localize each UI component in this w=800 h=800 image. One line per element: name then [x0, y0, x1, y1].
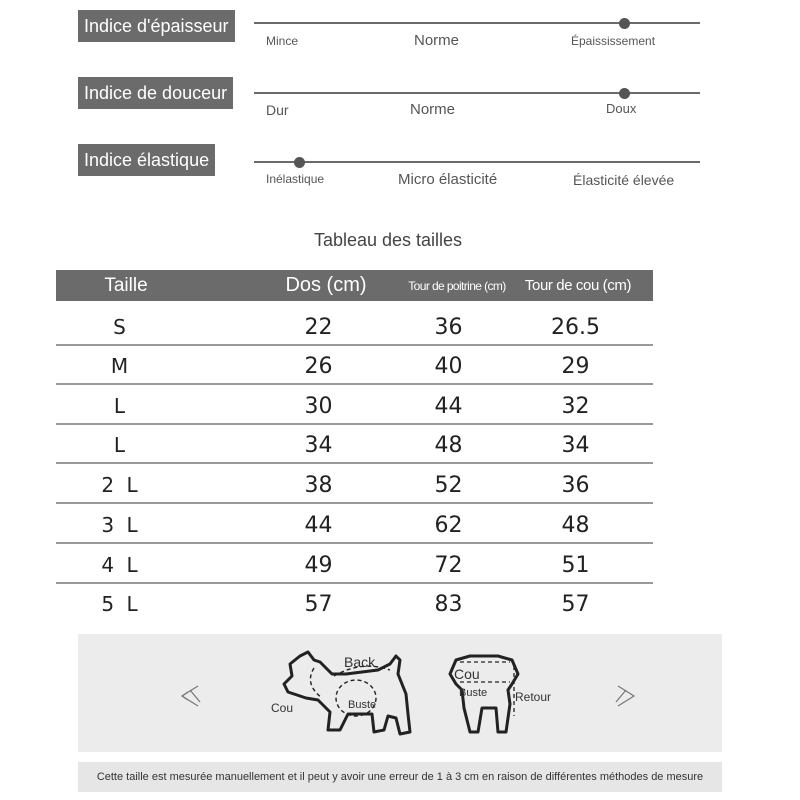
- measurement-diagram-svg: [78, 634, 722, 752]
- measurement-diagram: [78, 634, 722, 752]
- row-divider: [56, 502, 653, 504]
- table-row: [56, 426, 653, 464]
- right-arrow-icon: [616, 686, 634, 706]
- table-row: [56, 387, 653, 425]
- neck-cell: 26.5: [551, 314, 600, 340]
- softness-scale-mid: Norme: [410, 101, 456, 118]
- row-divider: [56, 383, 653, 385]
- row-divider: [56, 423, 653, 425]
- elasticity-scale-low: Inélastique: [266, 172, 325, 186]
- softness-scale-high: Doux: [606, 101, 637, 116]
- softness-index: [0, 74, 800, 134]
- size-cell: L: [113, 394, 129, 418]
- back-cell: 49: [304, 552, 333, 578]
- thickness-scale-low: Mince: [266, 34, 299, 48]
- shirt-neck-label: Cou: [454, 666, 480, 682]
- dog-neck-label: Cou: [271, 701, 294, 715]
- neck-cell: 32: [561, 393, 590, 419]
- thickness-index-label: Indice d'épaisseur: [78, 10, 235, 42]
- neck-cell: 29: [561, 353, 590, 379]
- back-cell: 26: [304, 353, 333, 379]
- back-cell: 57: [304, 591, 333, 617]
- header-back: Dos (cm): [285, 274, 367, 296]
- size-cell: 5 L: [101, 592, 141, 616]
- chest-cell: 44: [434, 393, 463, 419]
- row-divider: [56, 344, 653, 346]
- header-chest: Tour de poitrine (cm): [408, 278, 506, 293]
- neck-cell: 57: [561, 591, 590, 617]
- back-cell: 30: [304, 393, 333, 419]
- thickness-scale-line: [254, 22, 700, 24]
- chest-cell: 62: [434, 512, 463, 538]
- thickness-scale-mid: Norme: [414, 32, 460, 49]
- elasticity-scale-line: [254, 161, 700, 163]
- chest-cell: 36: [434, 314, 463, 340]
- elasticity-scale-dot: [294, 157, 305, 168]
- size-cell: S: [113, 315, 129, 339]
- row-divider: [56, 582, 653, 584]
- size-cell: M: [110, 354, 132, 378]
- size-cell: L: [113, 433, 129, 457]
- elasticity-index-label: Indice élastique: [78, 144, 215, 176]
- chest-cell: 52: [434, 472, 463, 498]
- elasticity-scale-high: Élasticité élevée: [573, 172, 675, 188]
- softness-index-label: Indice de douceur: [78, 77, 233, 109]
- table-row: [56, 466, 653, 504]
- chest-cell: 40: [434, 353, 463, 379]
- softness-scale-dot: [619, 88, 630, 99]
- table-row: [56, 506, 653, 544]
- shirt-chest-label: Buste: [459, 687, 488, 699]
- size-cell: 4 L: [101, 553, 141, 577]
- softness-scale-line: [254, 92, 700, 94]
- back-cell: 38: [304, 472, 333, 498]
- neck-cell: 51: [561, 552, 590, 578]
- row-divider: [56, 542, 653, 544]
- left-arrow-icon: [182, 686, 200, 706]
- back-cell: 22: [304, 314, 333, 340]
- table-row: [56, 546, 653, 584]
- back-cell: 34: [304, 432, 333, 458]
- softness-scale-low: Dur: [266, 102, 289, 118]
- measurement-note: Cette taille est mesurée manuellement et il peut y avoir une erreur de 1 à 3 cm en raison de différentes méthodes de mesure: [78, 762, 722, 792]
- size-table-title: Tableau des tailles: [313, 230, 463, 250]
- neck-cell: 34: [561, 432, 590, 458]
- elasticity-index: [0, 142, 800, 202]
- dog-back-label: Back: [344, 654, 376, 670]
- thickness-index: [0, 6, 800, 66]
- thickness-scale-dot: [619, 18, 630, 29]
- header-neck: Tour de cou (cm): [524, 277, 632, 294]
- neck-cell: 48: [561, 512, 590, 538]
- row-divider: [56, 462, 653, 464]
- shirt-return-label: Retour: [515, 690, 552, 704]
- neck-cell: 36: [561, 472, 590, 498]
- table-row: [56, 347, 653, 385]
- size-table-header: [56, 270, 653, 301]
- size-cell: 2 L: [101, 473, 141, 497]
- table-row: [56, 585, 653, 623]
- back-cell: 44: [304, 512, 333, 538]
- table-row: [56, 308, 653, 346]
- header-size: Taille: [104, 274, 148, 296]
- thickness-scale-high: Épaississement: [571, 34, 656, 48]
- elasticity-scale-mid: Micro élasticité: [398, 171, 498, 188]
- chest-cell: 83: [434, 591, 463, 617]
- chest-cell: 72: [434, 552, 463, 578]
- dog-chest-label: Buste: [348, 699, 377, 711]
- chest-cell: 48: [434, 432, 463, 458]
- size-cell: 3 L: [101, 513, 141, 537]
